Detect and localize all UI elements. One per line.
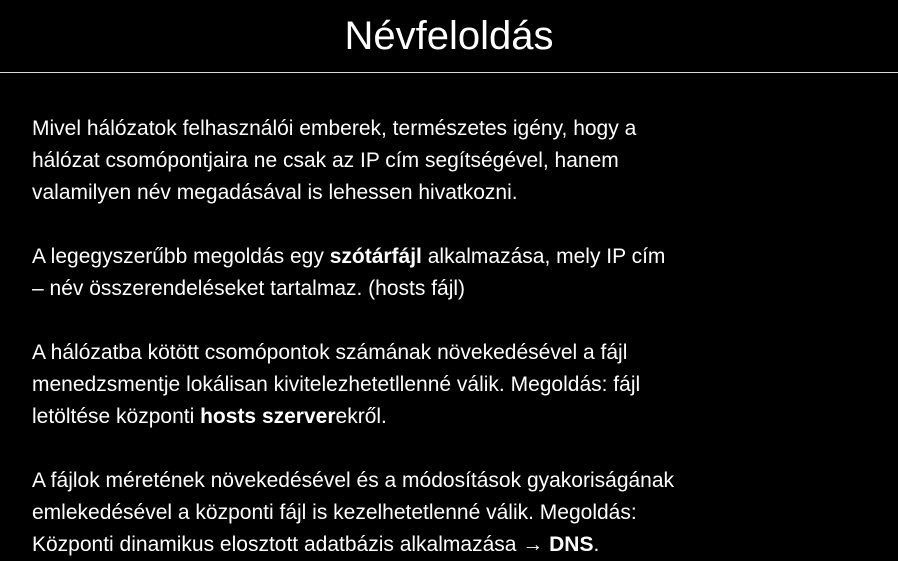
- bold-term: hosts szerver: [200, 405, 336, 428]
- text-segment: alkalmazása, mely IP cím: [421, 245, 666, 268]
- text-segment: A legegyszerűbb megoldás egy: [32, 245, 330, 268]
- paragraph-line: emlekedésével a központi fájl is kezelhetetlenné válik. Megoldás:: [32, 501, 637, 524]
- paragraph-line: valamilyen név megadásával is lehessen hivatkozni.: [32, 181, 518, 204]
- bold-term: szótárfájl: [329, 245, 422, 268]
- text-segment: ekről.: [335, 405, 387, 428]
- paragraph-line: [32, 529, 882, 561]
- paragraph-hosts-server: [32, 337, 882, 433]
- paragraph-line: hálózat csomópontjaira ne csak az IP cím segítségével, hanem: [32, 149, 619, 172]
- paragraph-intro: [32, 113, 882, 209]
- title-divider: [0, 72, 898, 73]
- slide-body: [32, 113, 882, 561]
- paragraph-line: [32, 241, 882, 273]
- text-segment: .: [593, 533, 600, 556]
- paragraph-dns: [32, 465, 882, 561]
- text-segment: Központi dinamikus elosztott adatbázis alkalmazása →: [32, 533, 550, 556]
- text-segment: letöltése központi: [32, 405, 201, 428]
- paragraph-line: menedzsmentje lokálisan kivitelezhetetllenné válik. Megoldás: fájl: [32, 373, 641, 396]
- paragraph-line: – név összerendeléseket tartalmaz. (hosts fájl): [32, 277, 466, 300]
- paragraph-dictionary-file: [32, 241, 882, 305]
- paragraph-line: [32, 401, 882, 433]
- paragraph-line: Mivel hálózatok felhasználói emberek, természetes igény, hogy a: [32, 117, 637, 140]
- slide-title: Névfeloldás: [344, 14, 554, 58]
- paragraph-line: A fájlok méretének növekedésével és a módosítások gyakoriságának: [32, 469, 675, 492]
- bold-term: DNS: [549, 533, 594, 556]
- paragraph-line: A hálózatba kötött csomópontok számának növekedésével a fájl: [32, 341, 628, 364]
